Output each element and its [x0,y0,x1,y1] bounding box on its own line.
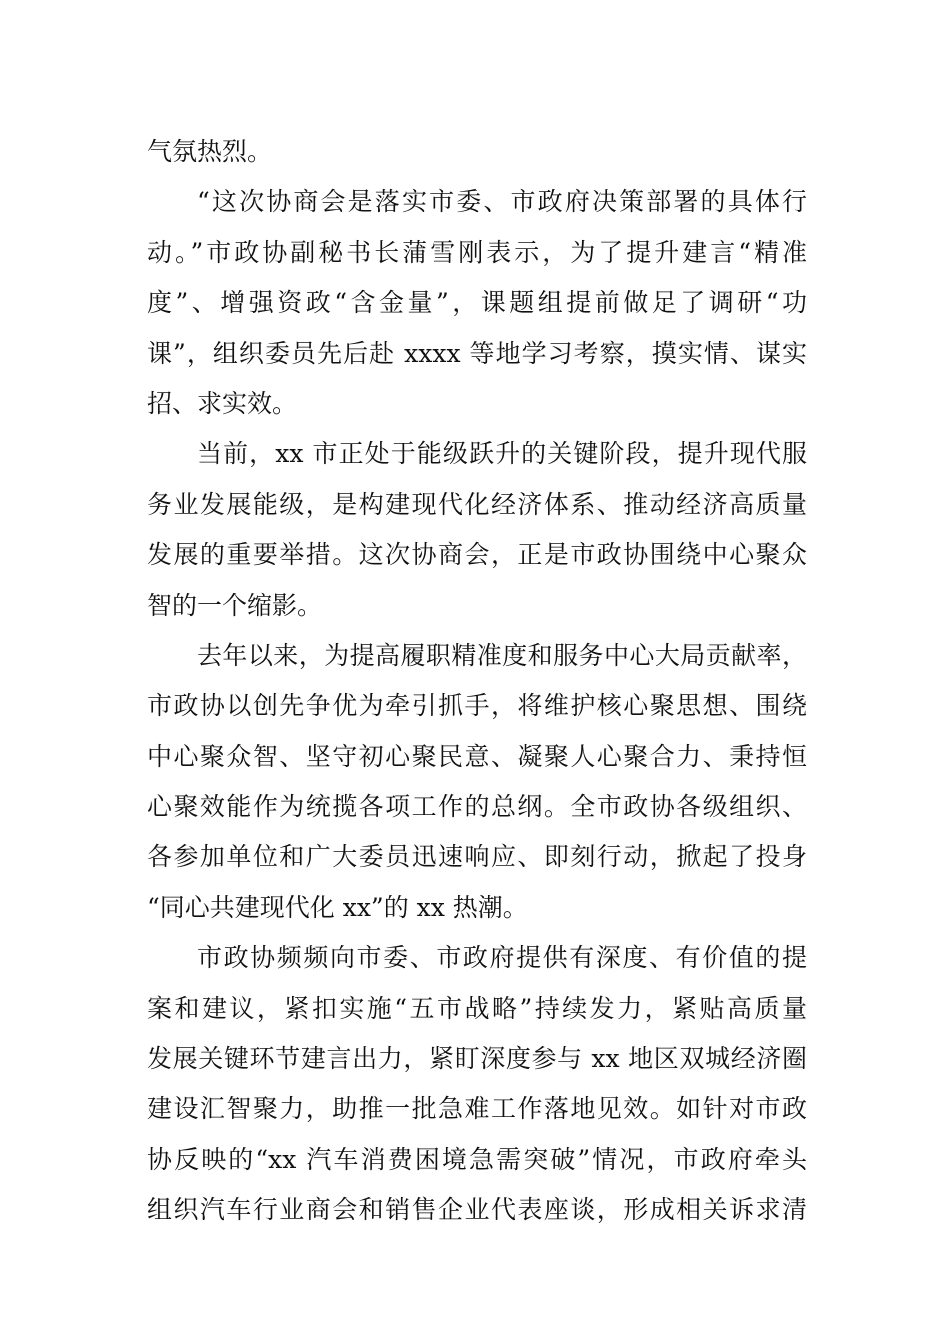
text-line: 案和建议，紧扣实施“五市战略”持续发力，紧贴高质量 [147,993,807,1023]
body-text [147,127,807,1236]
text-line: 建设汇智聚力，助推一批急难工作落地见效。如针对市政 [147,1094,807,1124]
text-line: 协反映的“xx 汽车消费困境急需突破”情况，市政府牵头 [147,1144,807,1174]
text-line: 课”，组织委员先后赴 xxxx 等地学习考察，摸实情、谋实 [147,338,807,368]
text-line: 去年以来，为提高履职精准度和服务中心大局贡献率， [197,640,807,670]
text-line: 组织汽车行业商会和销售企业代表座谈，形成相关诉求清 [147,1195,807,1225]
text-line: 市政协频频向市委、市政府提供有深度、有价值的提 [197,943,807,973]
text-line: 当前，xx 市正处于能级跃升的关键阶段，提升现代服 [197,439,807,469]
text-line: 气氛热烈。 [147,137,273,166]
text-line: 智的一个缩影。 [147,590,323,620]
text-line: 发展的重要举措。这次协商会，正是市政协围绕中心聚众 [147,540,807,570]
text-line: “同心共建现代化 xx”的 xx 热潮。 [147,892,528,922]
text-line: 度”、增强资政“含金量”，课题组提前做足了调研“功 [147,288,807,318]
text-line: 心聚效能作为统揽各项工作的总纲。全市政协各级组织、 [147,792,807,822]
text-line: 各参加单位和广大委员迅速响应、即刻行动，掀起了投身 [147,842,807,872]
text-line: 市政协以创先争优为牵引抓手，将维护核心聚思想、围绕 [147,691,807,721]
text-line: “这次协商会是落实市委、市政府决策部署的具体行 [197,187,807,217]
text-line: 务业发展能级，是构建现代化经济体系、推动经济高质量 [147,489,807,519]
text-line: 中心聚众智、坚守初心聚民意、凝聚人心聚合力、秉持恒 [147,741,807,771]
text-line: 动。”市政协副秘书长蒲雪刚表示，为了提升建言“精准 [147,237,807,267]
text-line: 招、求实效。 [147,388,298,418]
text-line: 发展关键环节建言出力，紧盯深度参与 xx 地区双城经济圈 [147,1044,807,1074]
